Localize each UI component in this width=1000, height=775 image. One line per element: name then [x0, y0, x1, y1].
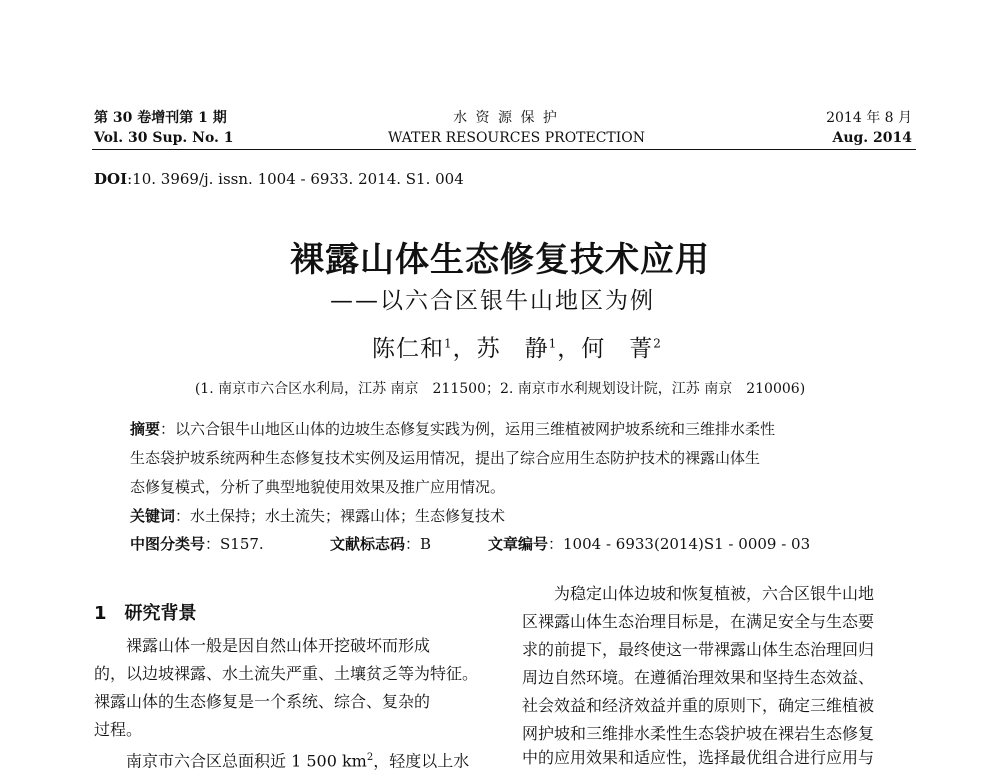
- author-name: 陈仁和: [372, 336, 444, 362]
- abstract-text: ：以六合银牛山地区山体的边坡生态修复实践为例，运用三维植被网护坡系统和三维排水柔性: [160, 420, 776, 438]
- section-heading: 1 研究背景: [94, 603, 197, 624]
- abstract-label: 摘要: [130, 420, 161, 438]
- keywords-value: ：水土保持；水土流失；裸露山体；生态修复技术: [175, 507, 506, 525]
- abstract-line-2: 生态袋护坡系统两种生态修复技术实例及运用情况，提出了综合应用生态防护技术的裸露山体生: [130, 449, 761, 467]
- body-right-line: 为稳定山体边坡和恢复植被，六合区银牛山地: [522, 584, 875, 603]
- doi-value: :10. 3969/j. issn. 1004 - 6933. 2014. S1. 004: [127, 170, 464, 188]
- doc-code-field: [330, 533, 431, 554]
- article-no-field: [488, 533, 810, 554]
- body-right-line: 中的应用效果和适应性，选择最优组合进行应用与: [522, 748, 875, 767]
- body-text: 南京市六合区总面积近 1 500 km: [94, 751, 367, 771]
- doc-code-label: 文献标志码: [330, 535, 406, 553]
- affiliations: (1. 南京市六合区水利局，江苏 南京 211500；2. 南京市水利规划设计院，江苏 南京 210006): [194, 381, 806, 397]
- author-affil-mark: 1: [444, 336, 453, 351]
- body-right-line: 区裸露山体生态治理目标是，在满足安全与生态要: [522, 612, 875, 631]
- body-left-line: 裸露山体的生态修复是一个系统、综合、复杂的: [94, 692, 431, 711]
- author-separator: ，: [557, 336, 582, 362]
- article-no-label: 文章编号: [488, 535, 549, 553]
- abstract-line-1: [130, 415, 775, 444]
- header-journal-en: WATER RESOURCES PROTECTION: [388, 130, 646, 146]
- header-date-cn: 2014 年 8 月: [826, 110, 912, 126]
- article-subtitle: ——以六合区银牛山地区为例: [330, 288, 655, 314]
- doi-line: [94, 170, 464, 188]
- body-right-line: 周边自然环境。在遵循治理效果和坚持生态效益、: [522, 668, 875, 687]
- clc-field: [130, 533, 264, 554]
- body-right-line: 求的前提下，最终使这一带裸露山体生态治理回归: [522, 640, 875, 659]
- clc-label: 中图分类号: [130, 535, 206, 553]
- author-name: 苏 静: [476, 336, 549, 362]
- header-rule: [92, 149, 916, 150]
- author-list: [372, 330, 662, 363]
- author-affil-mark: 2: [653, 336, 662, 351]
- body-right-line: 社会效益和经济效益并重的原则下，确定三维植被: [522, 696, 875, 715]
- body-left-line: 的，以边坡裸露、水土流失严重、土壤贫乏等为特征。: [94, 664, 479, 683]
- keywords-line: [130, 502, 505, 531]
- abstract-line-3: 态修复模式，分析了典型地貌使用效果及推广应用情况。: [130, 478, 506, 496]
- article-title: 裸露山体生态修复技术应用: [290, 240, 710, 280]
- doc-code-value: ：B: [405, 535, 432, 553]
- keywords-label: 关键词: [130, 507, 176, 525]
- header-issue-cn: 第 30 卷增刊第 1 期: [94, 110, 227, 126]
- article-no-value: ：1004 - 6933(2014)S1 - 0009 - 03: [548, 535, 811, 553]
- body-left-line: 过程。: [94, 720, 143, 739]
- header-date-en: Aug. 2014: [832, 130, 912, 146]
- body-text: ，轻度以上水: [373, 751, 470, 771]
- body-right-line: 网护坡和三维排水柔性生态袋护坡在裸岩生态修复: [522, 724, 875, 743]
- doi-label: DOI: [94, 170, 128, 188]
- superscript: 2: [366, 752, 374, 763]
- body-left-line: [94, 744, 469, 775]
- header-journal-cn: 水 资 源 保 护: [453, 110, 559, 126]
- author-name: 何 菁: [581, 336, 654, 362]
- author-separator: ，: [452, 336, 477, 362]
- clc-value: ：S157.: [205, 535, 264, 553]
- header-issue-en: Vol. 30 Sup. No. 1: [94, 130, 234, 146]
- author-affil-mark: 1: [548, 336, 558, 351]
- body-left-line: 裸露山体一般是因自然山体开挖破坏而形成: [94, 636, 431, 655]
